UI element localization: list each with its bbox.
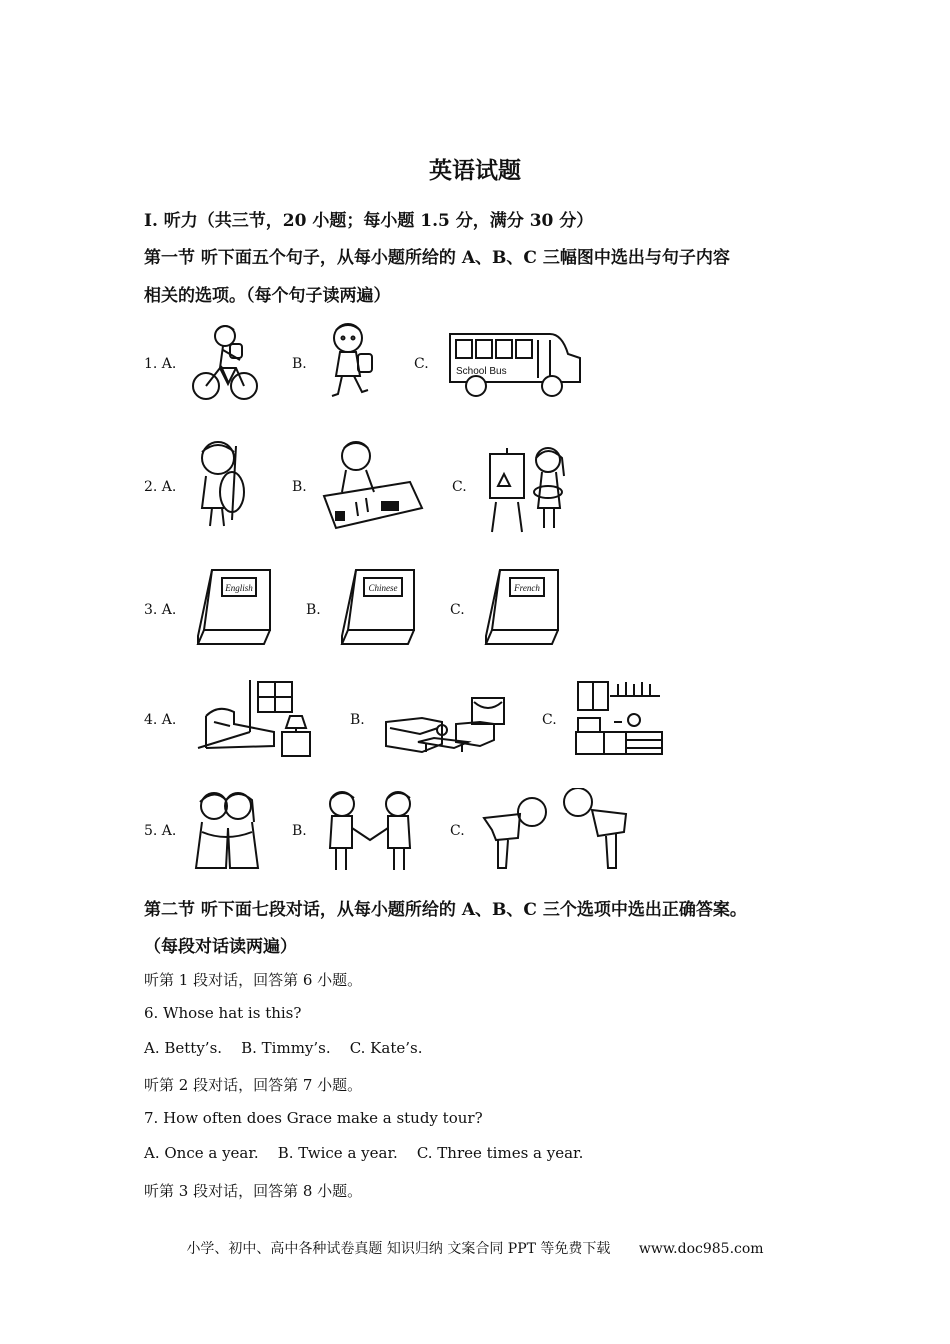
question6: 6. Whose hat is this? [144,1004,302,1022]
part1-instruction-line1: 第一节 听下面五个句子，从每小题所给的 A、B、C 三幅图中选出与句子内容 [144,248,730,268]
question7: 7. How often does Grace make a study tour? [144,1109,483,1127]
q3-label-b: B. [306,602,321,618]
listening-section-heading: I. 听力（共三节，20 小题；每小题 1.5 分，满分 30 分） [144,211,594,231]
part2-instruction-line2: （每段对话读两遍） [144,937,297,957]
q1-label-b: B. [292,356,307,372]
boy-on-bicycle-picture [190,322,260,404]
french-book-label: French [514,583,540,593]
page-footer [0,1238,950,1258]
footer-url: www.doc985.com [638,1241,764,1257]
bedroom-picture [194,676,320,760]
q3-label-a: 3. A. [144,602,177,618]
people-hugging-picture [192,788,262,872]
q5-label-c: C. [450,823,465,839]
people-shaking-hands-picture [322,788,420,872]
page-title: 英语试题 [429,157,521,184]
dialogue3-intro: 听第 3 段对话，回答第 8 小题。 [144,1182,363,1200]
q5-label-b: B. [292,823,307,839]
boy-playing-cello-picture [192,436,252,530]
chinese-book-label: Chinese [368,583,398,593]
q3-label-c: C. [450,602,465,618]
part2-instruction-line1: 第二节 听下面七段对话，从每小题所给的 A、B、C 三个选项中选出正确答案。 [144,900,747,920]
people-bowing-picture [480,788,632,872]
q1-label-c: C. [414,356,429,372]
part1-instruction-line2: 相关的选项。（每个句子读两遍） [144,286,391,306]
bus-text: School Bus [456,366,507,377]
question7-options: A. Once a year. B. Twice a year. C. Three times a year. [144,1144,584,1162]
q2-label-a: 2. A. [144,479,177,495]
q4-label-c: C. [542,712,557,728]
q4-label-b: B. [350,712,365,728]
chinese-book-picture [338,566,418,648]
q1-label-a: 1. A. [144,356,177,372]
dialogue2-intro: 听第 2 段对话，回答第 7 小题。 [144,1076,363,1094]
kitchen-picture [574,678,664,758]
boy-walking-picture [322,320,380,400]
question6-options: A. Betty’s. B. Timmy’s. C. Kate’s. [144,1039,423,1057]
living-room-picture [382,694,508,756]
school-bus-picture [446,328,584,400]
dialogue1-intro: 听第 1 段对话，回答第 6 小题。 [144,971,363,989]
q4-label-a: 4. A. [144,712,177,728]
english-book-label: English [225,583,253,593]
q2-label-c: C. [452,479,467,495]
girl-painting-at-easel-picture [486,446,582,534]
french-book-picture [482,566,562,648]
q2-label-b: B. [292,479,307,495]
footer-text: 小学、初中、高中各种试卷真题 知识归纳 文案合同 PPT 等免费下载 [186,1241,611,1257]
boy-writing-calligraphy-picture [322,436,426,532]
english-book-picture [194,566,274,648]
q5-label-a: 5. A. [144,823,177,839]
